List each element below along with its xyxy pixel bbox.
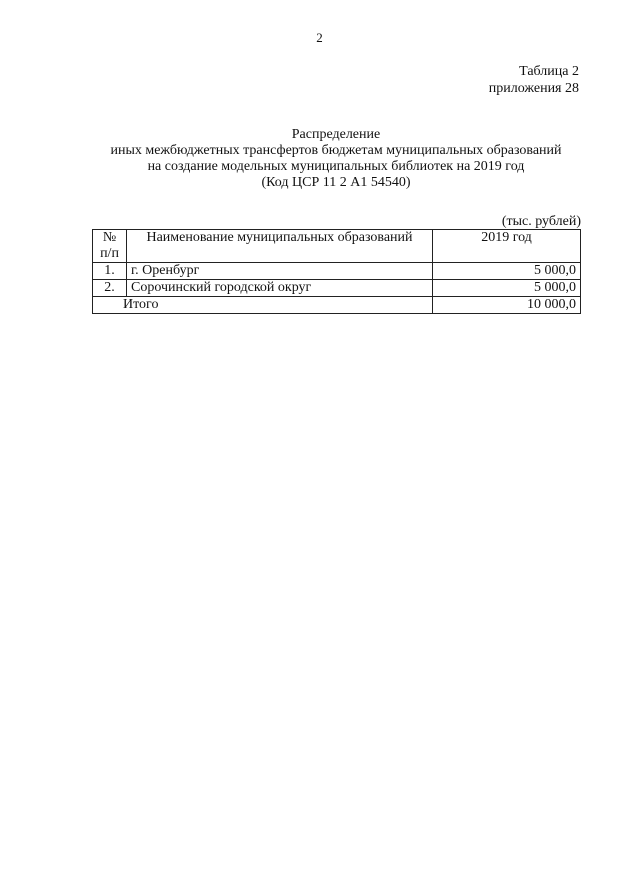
row-name: г. Оренбург — [127, 263, 433, 280]
row-num: 2. — [93, 280, 127, 297]
header-name: Наименование муниципальных образований — [127, 230, 433, 263]
table-row — [93, 263, 581, 280]
table-reference — [489, 63, 579, 97]
table-header-row — [93, 230, 581, 263]
header-num: № п/п — [93, 230, 127, 263]
title-line2: иных межбюджетных трансфертов бюджетам муниципальных образований — [110, 143, 562, 158]
table-row — [93, 280, 581, 297]
title-line3: на создание модельных муниципальных библиотек на 2019 год — [147, 159, 525, 174]
document-title — [0, 127, 639, 191]
page-number: 2 — [316, 30, 323, 45]
title-line1: Распределение — [291, 127, 381, 142]
row-name: Сорочинский городской округ — [127, 280, 433, 297]
header-year: 2019 год — [433, 230, 581, 263]
row-value: 5 000,0 — [433, 280, 581, 297]
distribution-table — [92, 229, 581, 314]
table-ref-line2: приложения 28 — [488, 81, 579, 96]
row-value: 5 000,0 — [433, 263, 581, 280]
units-label: (тыс. рублей) — [501, 214, 581, 229]
table-total-row — [93, 297, 581, 314]
total-value: 10 000,0 — [433, 297, 581, 314]
row-num: 1. — [93, 263, 127, 280]
title-line4: (Код ЦСР 11 2 А1 54540) — [261, 175, 411, 190]
total-label: Итого — [93, 297, 433, 314]
table-ref-line1: Таблица 2 — [519, 64, 579, 79]
